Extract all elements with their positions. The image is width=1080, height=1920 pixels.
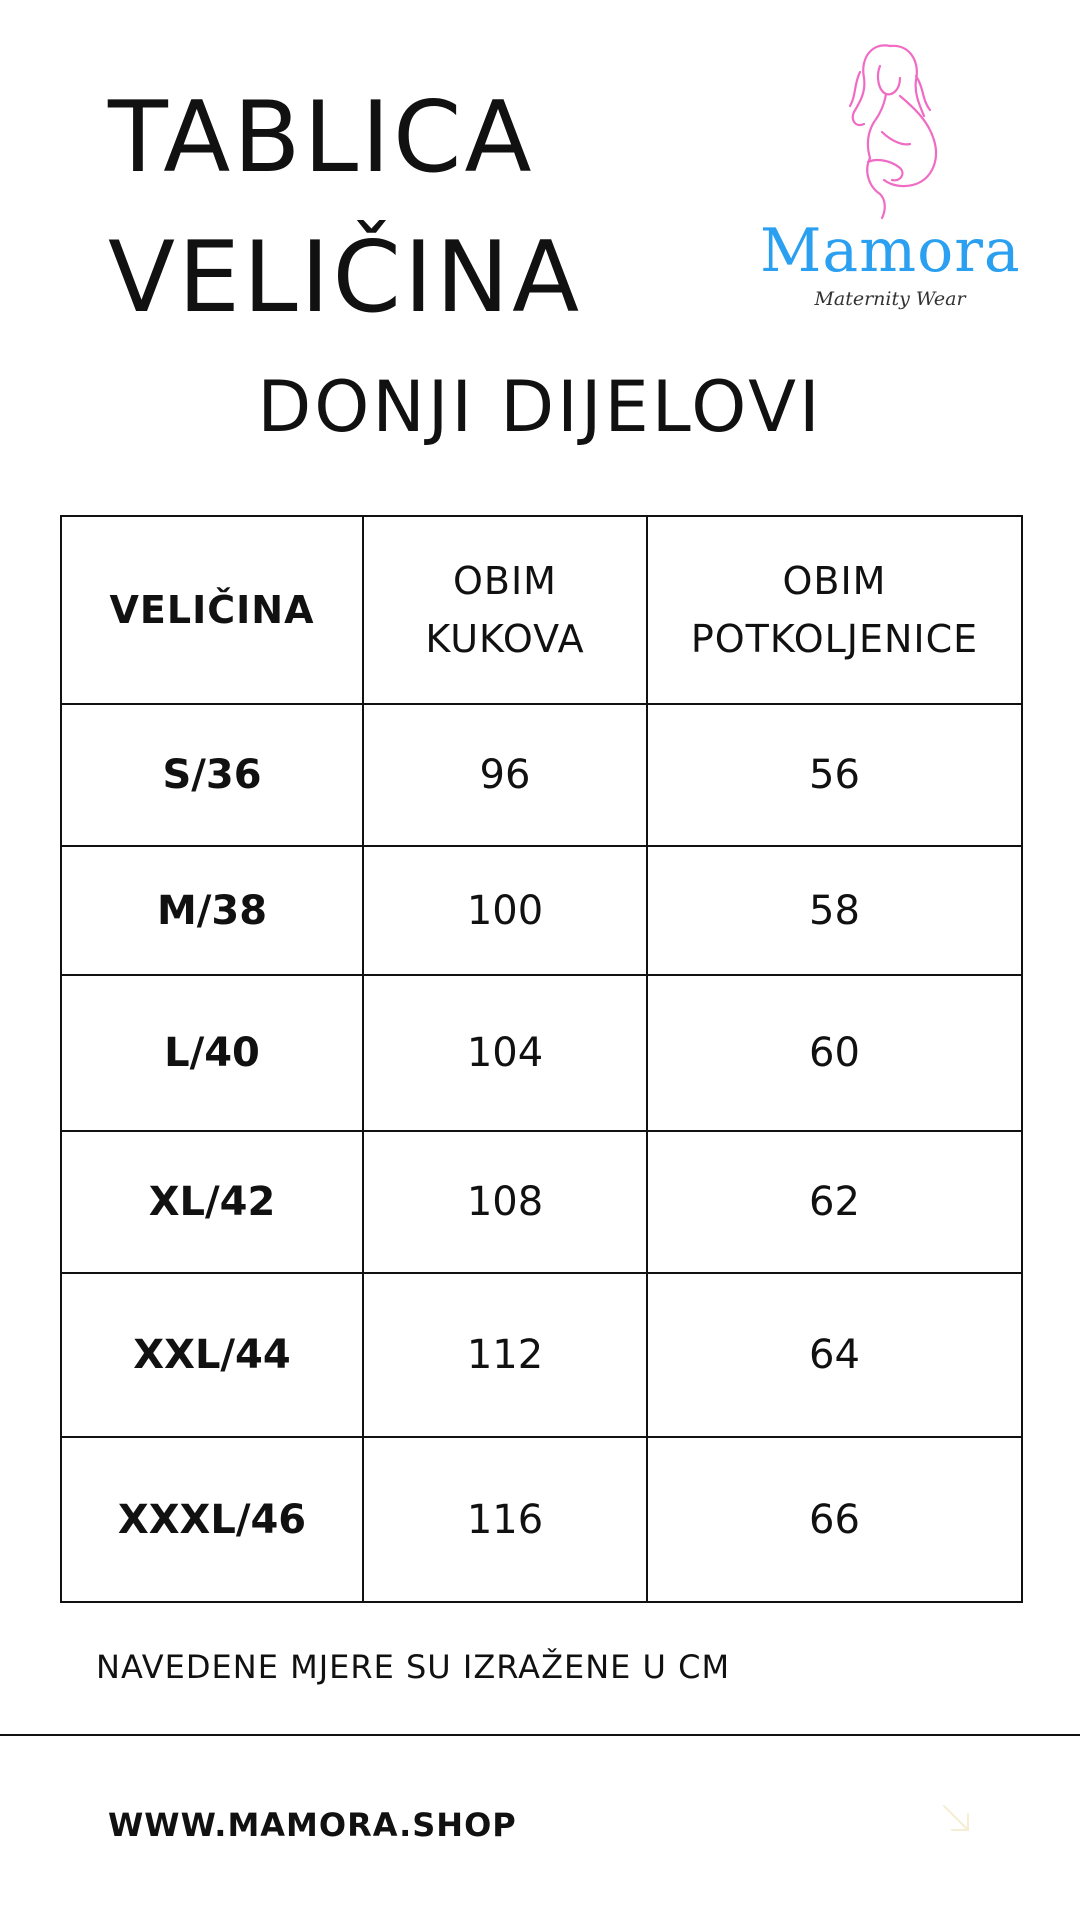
header-size: VELIČINA xyxy=(61,516,363,704)
header-calf-line-2: POTKOLJENICE xyxy=(690,617,979,661)
table-row xyxy=(61,704,1022,846)
size-cell: XL/42 xyxy=(61,1131,363,1273)
header-hips-line-2: KUKOVA xyxy=(425,617,585,661)
pregnant-woman-icon xyxy=(820,36,960,221)
title-line-2: VELIČINA xyxy=(108,221,583,335)
hips-cell: 108 xyxy=(363,1131,647,1273)
brand-logo xyxy=(760,36,1020,326)
measurement-note: NAVEDENE MJERE SU IZRAŽENE U CM xyxy=(96,1648,731,1686)
title-line-1: TABLICA xyxy=(108,81,535,195)
section-subtitle: DONJI DIJELOVI xyxy=(257,366,823,448)
hips-cell: 104 xyxy=(363,975,647,1131)
table-row xyxy=(61,1131,1022,1273)
arrow-down-right-icon xyxy=(938,1800,974,1836)
hips-cell: 112 xyxy=(363,1273,647,1437)
calf-cell: 62 xyxy=(647,1131,1022,1273)
table-row xyxy=(61,846,1022,975)
footer-divider xyxy=(0,1734,1080,1736)
size-cell: XXXL/46 xyxy=(61,1437,363,1602)
header-calf xyxy=(647,516,1022,704)
brand-tagline: Maternity Wear xyxy=(814,288,966,310)
calf-cell: 66 xyxy=(647,1437,1022,1602)
header-hips xyxy=(363,516,647,704)
header-calf-line-1: OBIM xyxy=(782,559,887,603)
calf-cell: 64 xyxy=(647,1273,1022,1437)
calf-cell: 58 xyxy=(647,846,1022,975)
hips-cell: 100 xyxy=(363,846,647,975)
brand-name: Mamora xyxy=(760,216,1021,286)
table-row xyxy=(61,975,1022,1131)
table-row xyxy=(61,1273,1022,1437)
size-cell: S/36 xyxy=(61,704,363,846)
size-cell: M/38 xyxy=(61,846,363,975)
table-header-row xyxy=(61,516,1022,704)
page-title xyxy=(108,68,582,348)
size-cell: XXL/44 xyxy=(61,1273,363,1437)
hips-cell: 96 xyxy=(363,704,647,846)
size-table xyxy=(60,515,1023,1603)
calf-cell: 56 xyxy=(647,704,1022,846)
size-cell: L/40 xyxy=(61,975,363,1131)
hips-cell: 116 xyxy=(363,1437,647,1602)
calf-cell: 60 xyxy=(647,975,1022,1131)
header-hips-line-1: OBIM xyxy=(453,559,557,603)
website-link[interactable]: WWW.MAMORA.SHOP xyxy=(108,1806,517,1844)
table-row xyxy=(61,1437,1022,1602)
